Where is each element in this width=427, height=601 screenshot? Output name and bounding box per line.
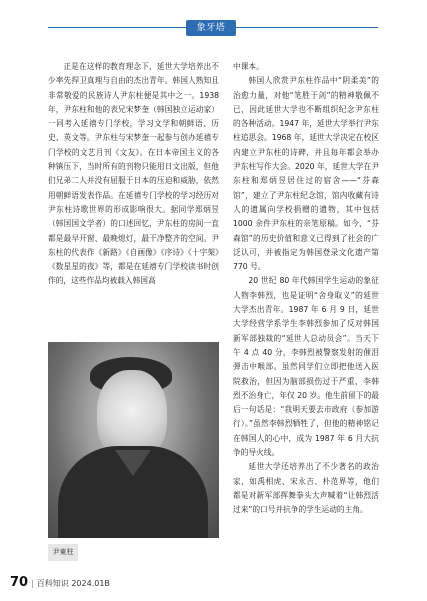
right-paragraph-1: 中课本。 [233, 62, 264, 71]
header-rule-right [236, 27, 378, 28]
right-paragraph-2: 韩国人欣赏尹东柱作品中“阴柔美”的治愈力量，对他“笔胜于剑”的精神敬佩不已，因此延世大学也不断组织纪念尹东柱的各种活动。1947 年，延世大学举行尹东柱追思会。1968 年，延世大学决定在校区内建立尹东柱的诗碑，并且每年都会举办尹东柱写作大会。2020 年，延世大学在尹东柱和郑炳昱居住过的宿舍——“芬森馆”，建立了尹东柱纪念馆，馆内收藏有诗人的遗属向学校捐赠的遗物，其中包括 1000 余件尹东柱的亲笔原稿。如今，“芬森馆”的历史价值和意义已得到了社会的广泛认可，并被指定为韩国登录文化遗产第770 号。 [233, 76, 379, 272]
page-footer [10, 575, 110, 590]
right-column [233, 60, 379, 518]
right-paragraph-4: 延世大学还培养出了不少著名的政治家，如禹相虎、宋永吉、朴范界等，他们都是对新军部挥舞拳头大声喊着“让韩烈活过来”的口号并抗争的学生运动的主角。 [233, 462, 379, 515]
portrait-photo [48, 342, 219, 538]
photo-caption: 尹東柱 [52, 548, 74, 556]
section-tag: 象牙塔 [186, 20, 236, 36]
right-paragraph-3: 20 世纪 80 年代韩国学生运动的象征人物李韩烈，也是证明“舍身取义”的延世大学杰出青年。1987 年 6 月 9 日，延世大学经营学系学生李韩烈参加了反对韩国新军部独裁的“延世人总动员会”。当天下午 4 点 40 分，李韩烈被警察发射的催泪弹击中喉部。虽然同学们立即把他送入医院救治，但因为脑部损伤过于严重，李韩烈不治身亡，年仅 20 岁。他生前留下的最后一句话是：“我明天要去市政府（参加游行）。”虽然李韩烈牺牲了，但他的精神铭记在韩国人的心中，成为 1987 年 6 月大抗争的导火线。 [233, 276, 379, 458]
header-rule-left [48, 27, 186, 28]
left-paragraph-1: 正是在这样的教育理念下，延世大学培养出不少率先捍卫真理与自由的杰出青年。韩国人熟知且非常敬爱的民族诗人尹东柱便是其中之一。1938 年，尹东柱和他的表兄宋梦奎（韩国独立运动家）一同考入延禧专门学校，学习文学和朝鲜语、历史、英文等。尹东柱与宋梦奎一起参与创办延禧专门学校的文艺月刊《文友》。在日本帝国主义的各种镇压下，当时所有的刊物只能用日文出版，但他们兄弟二人并没有屈服于日本的压迫和威胁，依然用朝鲜语发表作品。在延禧专门学校的学习经历对尹东柱诗歌世界的形成影响很大。据同学郑炳昱（韩国国文学者）的口述回忆，尹东柱的房间一直都是最早开窗、最晚熄灯，最干净整齐的空间。尹东柱的代表作《新路》《自画像》《序诗》《十字架》《数星星的夜》等，都是在延禧专门学校读书时创作的，这些作品均被载入韩国高 [48, 62, 219, 286]
left-column [48, 60, 219, 289]
footer-separator: | [31, 579, 34, 588]
page-number: 70 [10, 575, 29, 590]
publication-name: 百科知识 2024.01B [36, 579, 110, 588]
